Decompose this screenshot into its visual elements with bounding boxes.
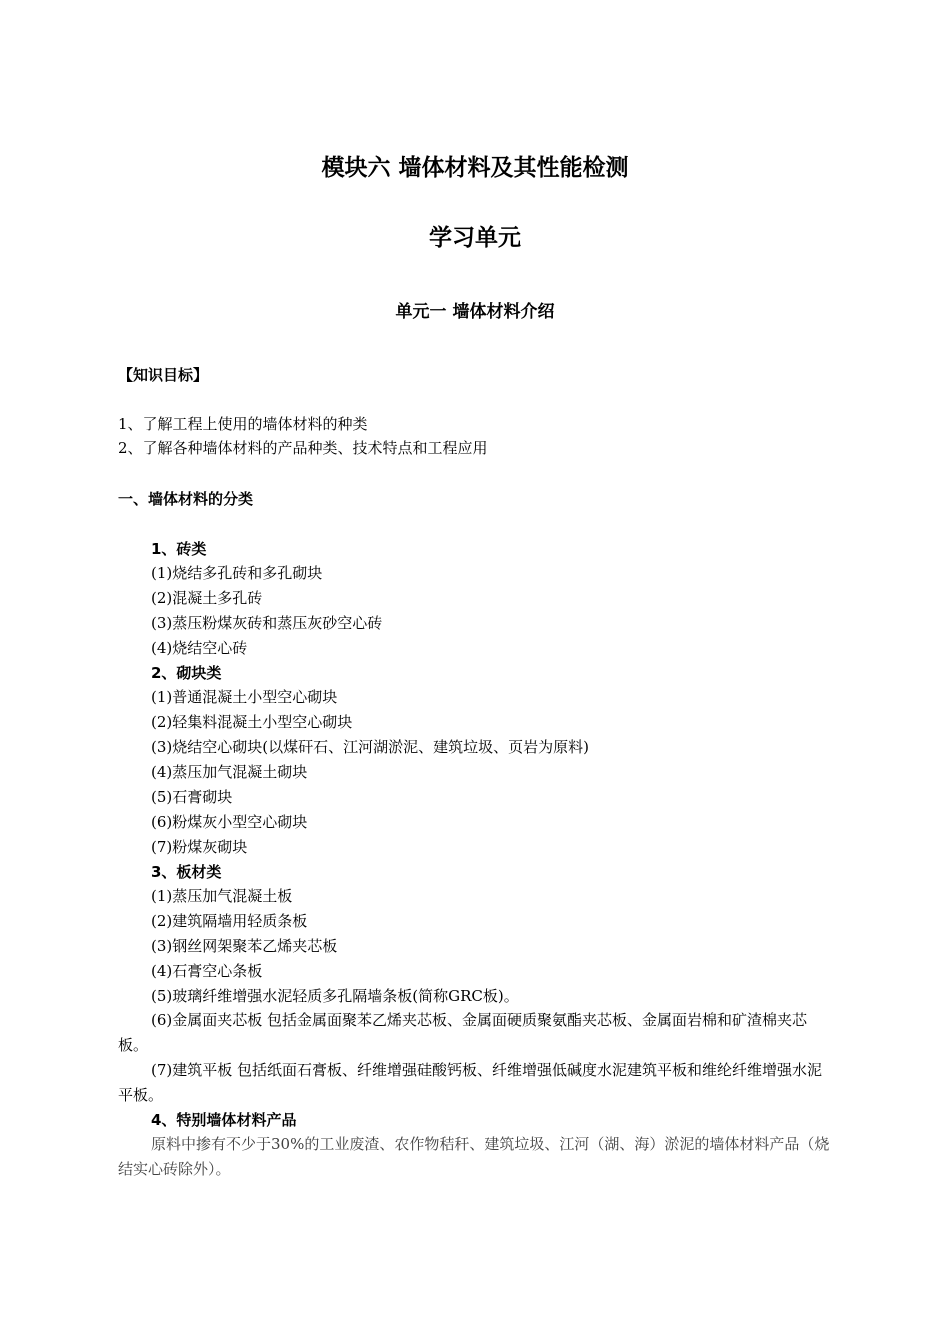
list-item: (1)蒸压加气混凝土板: [151, 887, 293, 905]
objective-item: 1、了解工程上使用的墙体材料的种类: [118, 415, 368, 433]
module-title: 模块六 墙体材料及其性能检测: [321, 155, 629, 181]
list-item: (4)石膏空心条板: [151, 962, 263, 980]
section-title: 学习单元: [429, 225, 521, 251]
objective-item: 2、了解各种墙体材料的产品种类、技术特点和工程应用: [118, 439, 488, 457]
list-item: (5)玻璃纤维增强水泥轻质多孔隔墙条板(简称GRC板)。: [151, 987, 519, 1005]
special-heading: 4、特别墙体材料产品: [151, 1111, 297, 1129]
board-item-6-paragraph: (6)金属面夹芯板 包括金属面聚苯乙烯夹芯板、金属面硬质聚氨酯夹芯板、金属面岩棉和矿渣棉夹芯板。: [118, 1011, 808, 1054]
list-item: (3)烧结空心砌块(以煤矸石、江河湖淤泥、建筑垃圾、页岩为原料): [151, 738, 589, 756]
list-item: (1)烧结多孔砖和多孔砌块: [151, 564, 323, 582]
unit-title: 单元一 墙体材料介绍: [395, 302, 555, 322]
list-item: (5)石膏砌块: [151, 788, 233, 806]
boards-heading: 3、板材类: [151, 863, 222, 881]
list-item: (4)蒸压加气混凝土砌块: [151, 763, 308, 781]
list-item: (3)蒸压粉煤灰砖和蒸压灰砂空心砖: [151, 614, 383, 632]
objectives-heading: 【知识目标】: [118, 366, 209, 384]
blocks-heading: 2、砌块类: [151, 664, 222, 682]
board-item-7-paragraph: (7)建筑平板 包括纸面石膏板、纤维增强硅酸钙板、纤维增强低碱度水泥建筑平板和维纶纤维增强水泥平板。: [118, 1061, 823, 1104]
list-item: (7)粉煤灰砌块: [151, 838, 248, 856]
list-item: (3)钢丝网架聚苯乙烯夹芯板: [151, 937, 338, 955]
bricks-heading: 1、砖类: [151, 540, 207, 558]
list-item: (2)建筑隔墙用轻质条板: [151, 912, 308, 930]
list-item: (6)粉煤灰小型空心砌块: [151, 813, 308, 831]
list-item: (2)混凝土多孔砖: [151, 589, 263, 607]
list-item: (4)烧结空心砖: [151, 639, 248, 657]
special-paragraph: 原料中掺有不少于30%的工业废渣、农作物秸秆、建筑垃圾、江河（湖、海）淤泥的墙体材料产品（烧结实心砖除外）。: [118, 1135, 830, 1178]
list-item: (1)普通混凝土小型空心砌块: [151, 688, 338, 706]
classification-heading: 一、墙体材料的分类: [118, 490, 254, 508]
list-item: (2)轻集料混凝土小型空心砌块: [151, 713, 353, 731]
